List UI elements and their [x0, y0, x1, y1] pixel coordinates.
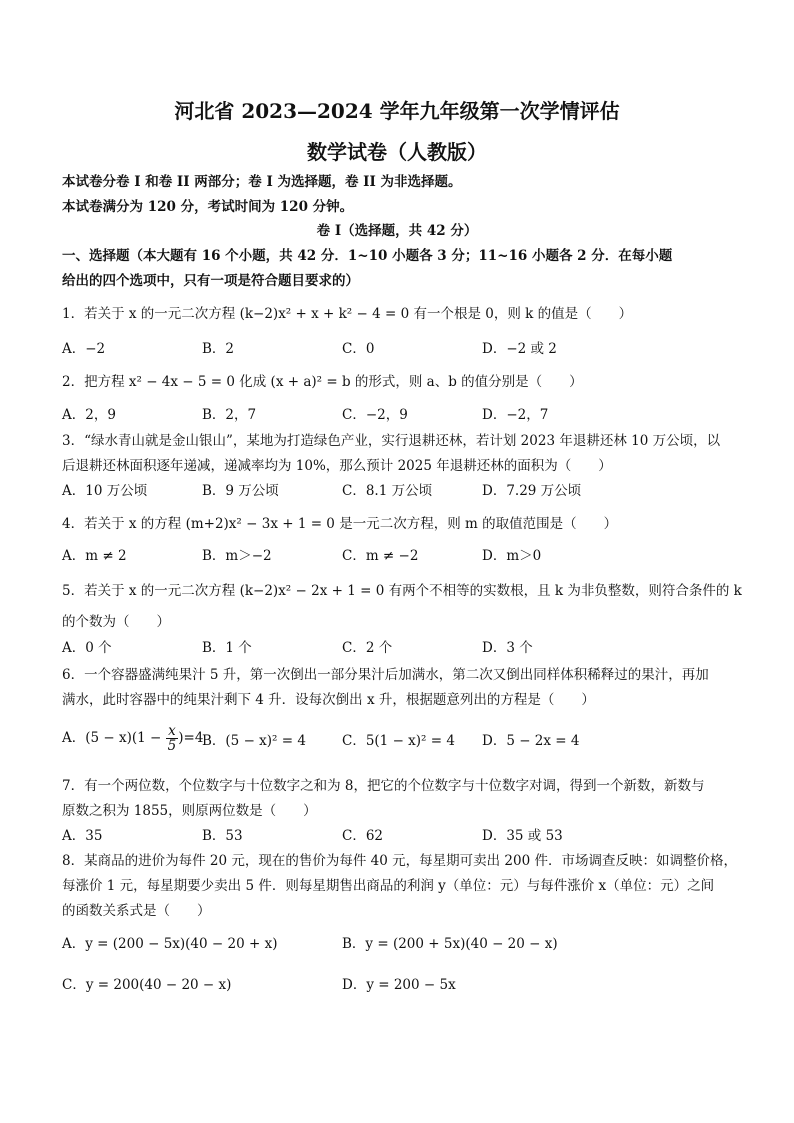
section-heading-line-2: 给出的四个选项中，只有一项是符合题目要求的）: [62, 273, 359, 289]
question-5-option-c: C．2 个: [342, 640, 393, 656]
question-7-stem-line-1: 7．有一个两位数，个位数字与十位数字之和为 8，把它的个位数字与十位数字对调，得到一个新数，新数与: [62, 778, 705, 794]
question-6-option-a-prefix: A．(5 − x)(1 −: [62, 730, 166, 746]
question-8-option-c: C．y = 200(40 − 20 − x): [62, 977, 232, 993]
question-1-option-d: D．−2 或 2: [482, 341, 557, 357]
question-3-stem-line-1: 3．“绿水青山就是金山银山”，某地为打造绿色产业，实行退耕还林，若计划 2023 年退耕还林 10 万公顷，以: [62, 433, 721, 449]
question-2-option-c: C．−2，9: [342, 407, 408, 423]
question-8-stem-line-1: 8．某商品的进价为每件 20 元，现在的售价为每件 40 元，每星期可卖出 200 件．市场调查反映：如调整价格，: [62, 853, 737, 869]
exam-title: 河北省 2023—2024 学年九年级第一次学情评估: [174, 99, 620, 123]
question-8-option-b: B．y = (200 + 5x)(40 − 20 − x): [342, 936, 558, 952]
question-4-stem: 4．若关于 x 的方程 (m+2)x² − 3x + 1 = 0 是一元二次方程，则 m 的取值范围是（ ）: [62, 516, 618, 532]
question-1-stem: 1．若关于 x 的一元二次方程 (k−2)x² + x + k² − 4 = 0 有一个根是 0，则 k 的值是（ ）: [62, 306, 633, 322]
question-3-option-a: A．10 万公顷: [62, 483, 148, 499]
question-2-stem: 2．把方程 x² − 4x − 5 = 0 化成 (x + a)² = b 的形式，则 a、b 的值分别是（ ）: [62, 374, 583, 390]
instruction-line-2: 本试卷满分为 120 分，考试时间为 120 分钟。: [62, 199, 354, 215]
fraction-denominator: 5: [167, 738, 177, 754]
question-8-option-a: A．y = (200 − 5x)(40 − 20 + x): [62, 936, 278, 952]
question-5-stem-line-1: 5．若关于 x 的一元二次方程 (k−2)x² − 2x + 1 = 0 有两个不相等的实数根，且 k 为非负整数，则符合条件的 k: [62, 583, 742, 599]
question-3-stem-line-2: 后退耕还林面积逐年递减，递减率均为 10%，那么预计 2025 年退耕还林的面积为（ ）: [62, 458, 612, 474]
fraction: [166, 724, 179, 753]
question-5-option-a: A．0 个: [62, 640, 112, 656]
question-7-option-a: A．35: [62, 828, 103, 844]
part-one-title: 卷 I（选择题，共 42 分）: [316, 223, 478, 239]
question-6-stem-line-2: 满水，此时容器中的纯果汁剩下 4 升．设每次倒出 x 升，根据题意列出的方程是（ ）: [62, 692, 595, 708]
question-5-stem-line-2: 的个数为（ ）: [62, 614, 170, 630]
question-1-option-c: C．0: [342, 341, 375, 357]
question-6-option-a-suffix: )=4: [178, 730, 204, 746]
question-6-option-b: B．(5 − x)² = 4: [202, 733, 306, 749]
instruction-line-1: 本试卷分卷 I 和卷 II 两部分；卷 I 为选择题，卷 II 为非选择题。: [62, 174, 462, 190]
question-7-option-b: B．53: [202, 828, 243, 844]
question-7-stem-line-2: 原数之积为 1855，则原两位数是（ ）: [62, 803, 317, 819]
question-7-option-c: C．62: [342, 828, 384, 844]
question-6-stem-line-1: 6．一个容器盛满纯果汁 5 升，第一次倒出一部分果汁后加满水，第二次又倒出同样体积稀释过的果汁，再加: [62, 667, 709, 683]
question-8-stem-line-3: 的函数关系式是（ ）: [62, 903, 211, 919]
question-3-option-b: B．9 万公顷: [202, 483, 279, 499]
question-4-option-d: D．m＞0: [482, 548, 542, 564]
question-2-option-a: A．2，9: [62, 407, 116, 423]
question-1-option-a: A．−2: [62, 341, 106, 357]
question-6-option-c: C．5(1 − x)² = 4: [342, 733, 455, 749]
question-7-option-d: D．35 或 53: [482, 828, 563, 844]
question-3-option-c: C．8.1 万公顷: [342, 483, 433, 499]
question-6-option-d: D．5 − 2x = 4: [482, 733, 580, 749]
question-3-option-d: D．7.29 万公顷: [482, 483, 582, 499]
exam-subtitle: 数学试卷（人教版）: [307, 140, 487, 164]
question-5-option-d: D．3 个: [482, 640, 533, 656]
question-2-option-d: D．−2，7: [482, 407, 549, 423]
question-4-option-a: A．m ≠ 2: [62, 548, 127, 564]
question-1-option-b: B．2: [202, 341, 235, 357]
question-8-stem-line-2: 每涨价 1 元，每星期要少卖出 5 件．则每星期售出商品的利润 y（单位：元）与每件涨价 x（单位：元）之间: [62, 878, 715, 894]
question-4-option-c: C．m ≠ −2: [342, 548, 419, 564]
question-6-option-a: [62, 724, 203, 753]
question-4-option-b: B．m＞−2: [202, 548, 272, 564]
question-8-option-d: D．y = 200 − 5x: [342, 977, 456, 993]
question-2-option-b: B．2，7: [202, 407, 257, 423]
fraction-numerator: x: [166, 724, 179, 739]
section-heading-line-1: 一、选择题（本大题有 16 个小题，共 42 分．1~10 小题各 3 分；11~16 小题各 2 分．在每小题: [62, 248, 673, 264]
question-5-option-b: B．1 个: [202, 640, 252, 656]
